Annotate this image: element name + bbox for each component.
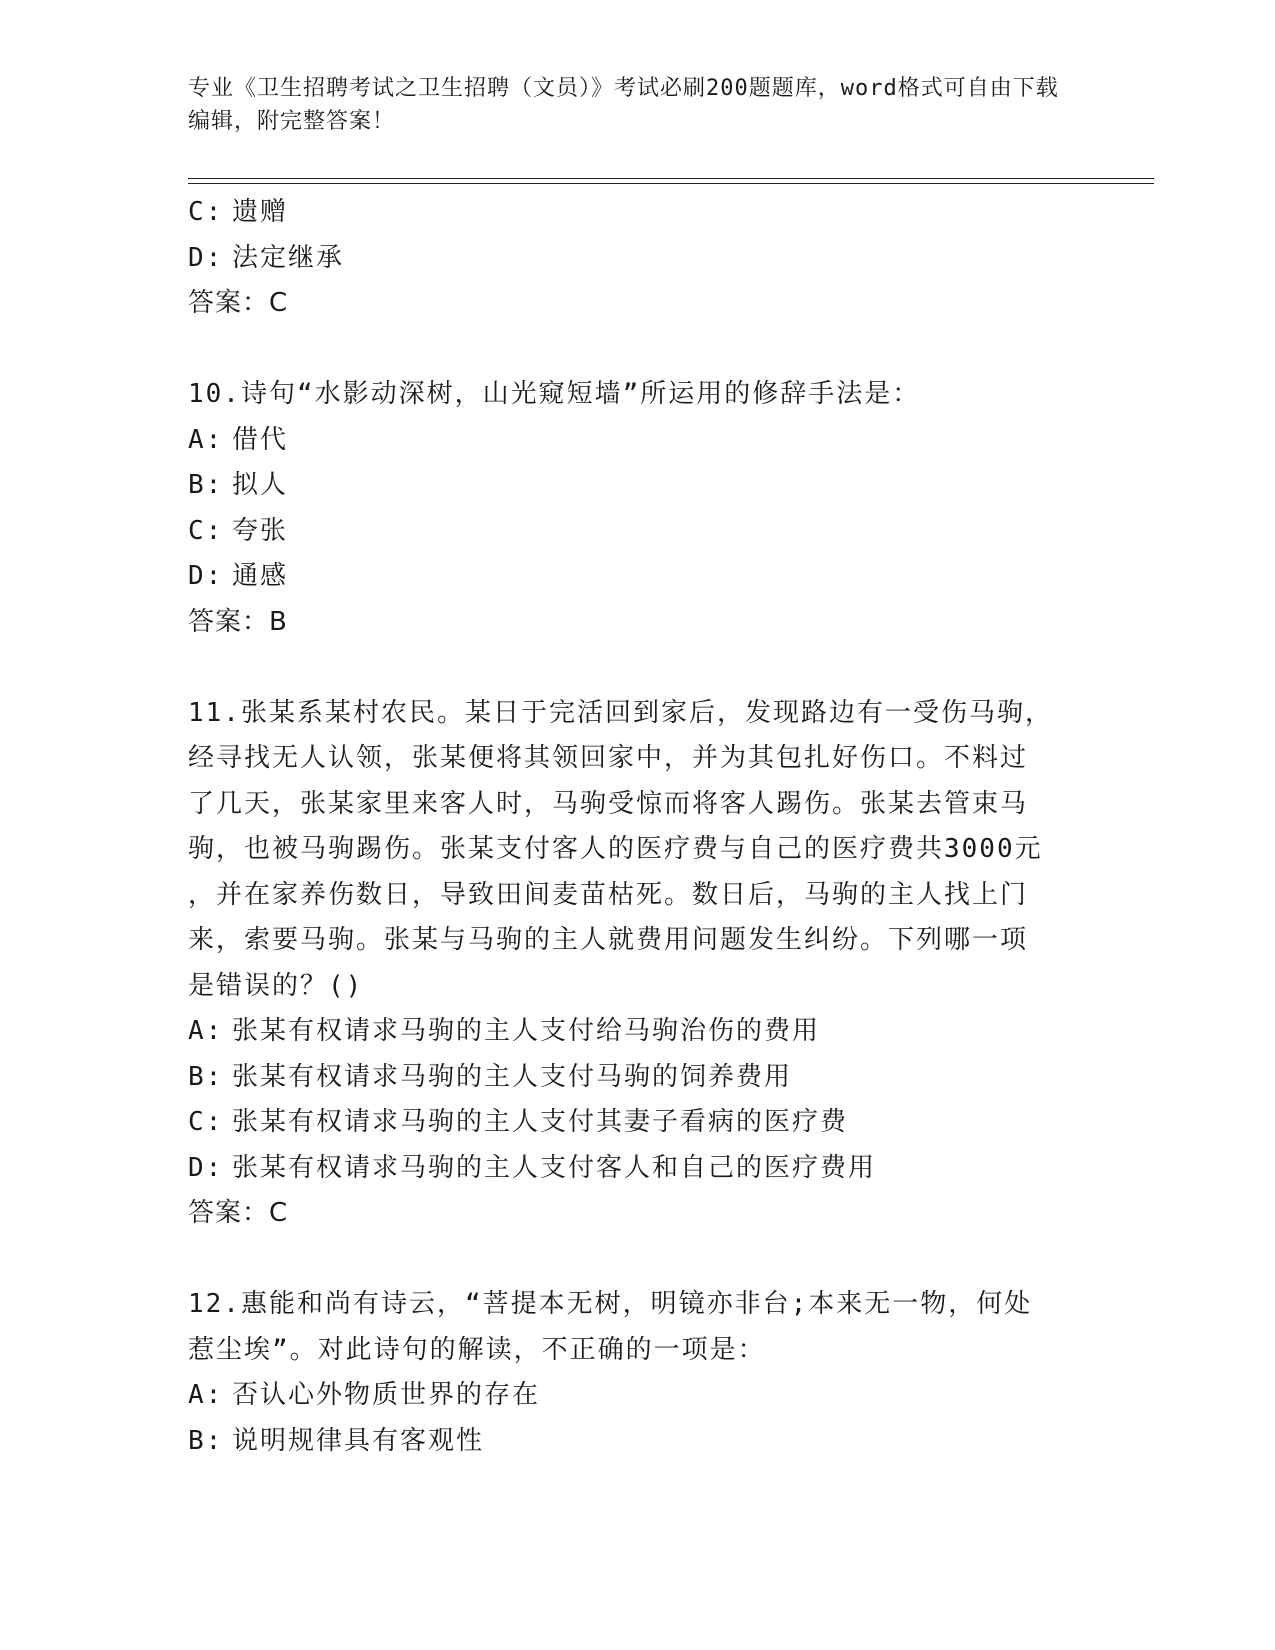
answer: 答案：C bbox=[188, 288, 289, 318]
option-a: A: 张某有权请求马驹的主人支付给马驹治伤的费用 bbox=[188, 1016, 821, 1046]
question-stem-line: 驹，也被马驹踢伤。张某支付客人的医疗费与自己的医疗费共3000元 bbox=[188, 834, 1043, 864]
option-b: B: 说明规律具有客观性 bbox=[188, 1425, 485, 1456]
answer: 答案：B bbox=[188, 606, 288, 637]
option-c: C: 张某有权请求马驹的主人支付其妻子看病的医疗费 bbox=[188, 1107, 849, 1137]
option-d: D: 通感 bbox=[188, 561, 289, 591]
question-stem-line: 经寻找无人认领，张某便将其领回家中，并为其包扎好伤口。不料过 bbox=[188, 743, 1029, 773]
question-9-continuation bbox=[188, 190, 1088, 327]
question-stem-line: ，并在家养伤数日，导致田间麦苗枯死。数日后，马驹的主人找上门 bbox=[188, 879, 1029, 910]
question-10 bbox=[188, 372, 1088, 645]
header-divider-bottom bbox=[188, 183, 1154, 184]
option-d: D: 张某有权请求马驹的主人支付客人和自己的医疗费用 bbox=[188, 1152, 877, 1183]
answer: 答案：C bbox=[188, 1198, 289, 1228]
document-body bbox=[188, 190, 1088, 1464]
header-title: 专业《卫生招聘考试之卫生招聘（文员）》考试必刷200题题库，word格式可自由下载编辑，附完整答案！ bbox=[188, 76, 1059, 134]
document-header bbox=[188, 72, 1068, 138]
question-stem-line: 是错误的？() bbox=[188, 970, 364, 1001]
question-11 bbox=[188, 691, 1088, 1237]
question-stem-line: 了几天，张某家里来客人时，马驹受惊而将客人踢伤。张某去管束马 bbox=[188, 788, 1029, 819]
option-c: C: 遗赠 bbox=[188, 197, 289, 227]
option-a: A: 借代 bbox=[188, 424, 289, 455]
option-b: B: 拟人 bbox=[188, 470, 289, 500]
question-stem-line: 惹尘埃”。对此诗句的解读，不正确的一项是： bbox=[188, 1334, 766, 1365]
option-c: C: 夸张 bbox=[188, 515, 289, 546]
question-stem-line: 11.张某系某村农民。某日于完活回到家后，发现路边有一受伤马驹， bbox=[188, 697, 1053, 728]
question-stem: 10.诗句“水影动深树，山光窥短墙”所运用的修辞手法是： bbox=[188, 379, 921, 409]
question-stem-line: 来，索要马驹。张某与马驹的主人就费用问题发生纠纷。下列哪一项 bbox=[188, 925, 1029, 955]
option-d: D: 法定继承 bbox=[188, 242, 345, 273]
option-a: A: 否认心外物质世界的存在 bbox=[188, 1380, 541, 1410]
question-12 bbox=[188, 1282, 1088, 1464]
question-stem-line: 12.惠能和尚有诗云，“菩提本无树，明镜亦非台;本来无一物，何处 bbox=[188, 1289, 1033, 1319]
option-b: B: 张某有权请求马驹的主人支付马驹的饲养费用 bbox=[188, 1061, 793, 1092]
header-divider-top bbox=[188, 178, 1154, 179]
